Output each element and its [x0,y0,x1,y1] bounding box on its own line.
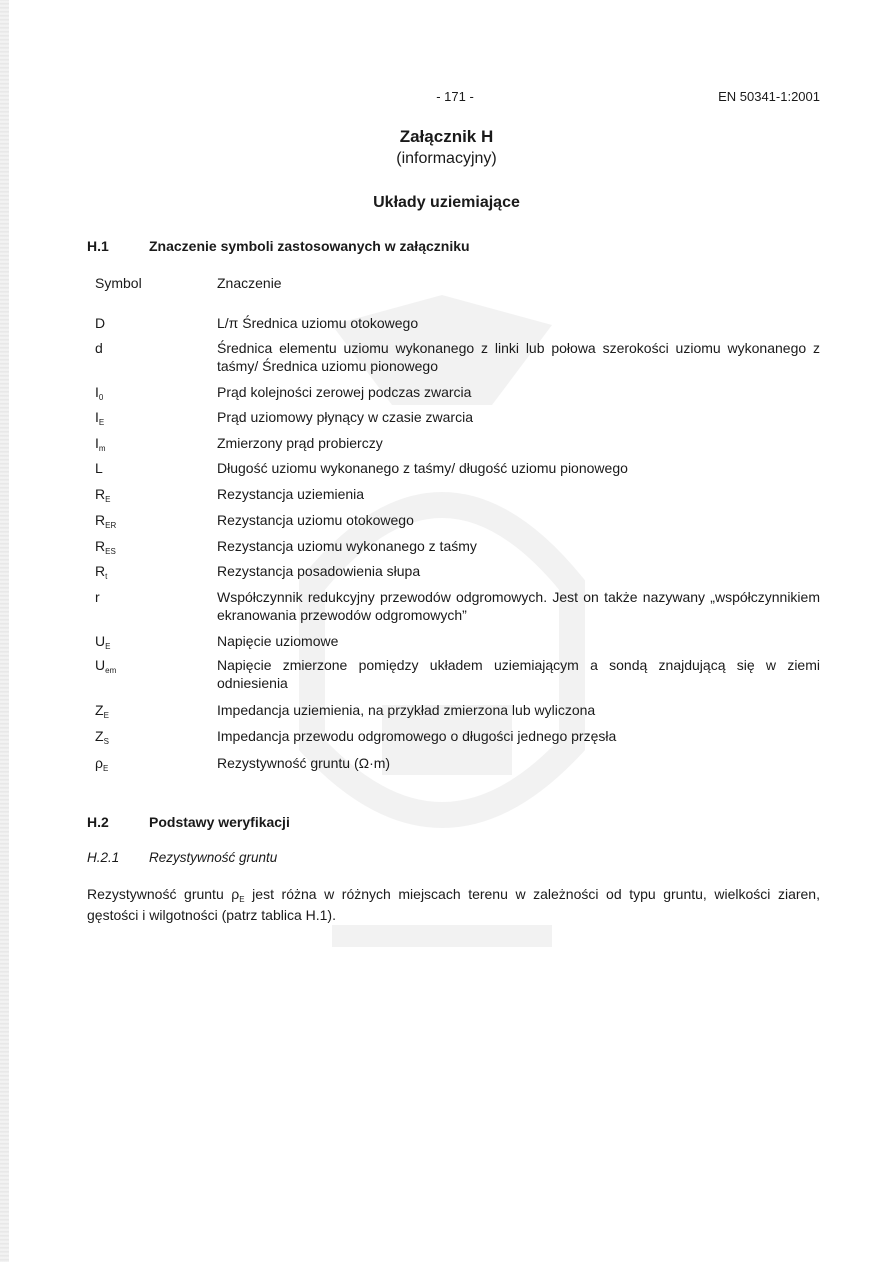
subsection-h21-heading [87,850,277,865]
meaning-cell: Rezystancja uziomu otokowego [217,512,414,528]
symbol-cell: $\rho_E$ [95,755,109,773]
main-title: Układy uziemiające [373,194,520,211]
section-number: H.1 [87,238,109,254]
page-number: - 171 - [436,89,474,104]
meaning-cell: Napięcie uziomowe [217,633,339,649]
symbol-cell: $U_E$ [95,633,111,651]
symbol-cell: $I_E$ [95,409,105,427]
meaning-cell: Średnica elementu uziomu wykonanego z linki lub połowa szerokości uziomu wykonanego z taśmy/ Średnica uziomu pionowego [217,340,820,374]
symbol-cell: $R_{ES}$ [95,538,116,556]
scan-edge [0,0,9,1262]
meaning-cell: Impedancja przewodu odgromowego o długości jednego przęsła [217,728,617,744]
symbol-cell: D [95,315,106,331]
section-title: Podstawy weryfikacji [149,814,290,830]
meaning-cell: Rezystancja uziemienia [217,486,365,502]
meaning-cell: Napięcie zmierzone pomiędzy układem uziemiającym a sondą znajdującą się w ziemi odniesienia [217,657,820,691]
meaning-cell: Impedancja uziemienia, na przykład zmierzona lub wyliczona [217,702,596,718]
meaning-cell: Rezystancja posadowienia słupa [217,563,421,579]
symbol-cell: d [95,340,103,356]
meaning-cell: Zmierzony prąd probierczy [217,435,383,451]
meaning-cell: Prąd kolejności zerowej podczas zwarcia [217,384,472,400]
meaning-column-header: Znaczenie [217,275,282,291]
section-h2-heading [87,814,290,830]
meaning-cell: L/π Średnica uziomu otokowego [217,315,419,331]
meaning-cell: Rezystywność gruntu (Ω·m) [217,755,391,771]
meaning-cell: Współczynnik redukcyjny przewodów odgromowych. Jest on także nazywany „współczynnikiem ekranowania przewodów odgromowych” [217,589,820,623]
annex-title: Załącznik H [399,127,494,146]
section-title: Znaczenie symboli zastosowanych w załączniku [149,238,470,254]
section-number: H.2 [87,814,109,830]
meaning-cell: Prąd uziomowy płynący w czasie zwarcia [217,409,473,425]
symbol-cell: L [95,460,103,476]
section-h1-heading [87,238,470,254]
subsection-title: Rezystywność gruntu [149,850,278,865]
subsection-number: H.2.1 [87,850,120,865]
symbol-cell: $I_0$ [95,384,104,402]
symbol-cell: $R_E$ [95,486,111,504]
symbol-cell: $Z_E$ [95,702,109,720]
symbol-cell: $R_t$ [95,563,108,581]
symbol-cell: $I_m$ [95,435,106,453]
symbol-cell: r [95,589,100,605]
symbol-cell: $U_{em}$ [95,657,117,675]
annex-subtitle: (informacyjny) [396,150,497,167]
meaning-cell: Długość uziomu wykonanego z taśmy/ długość uziomu pionowego [217,460,628,476]
symbol-cell: $Z_S$ [95,728,109,746]
symbol-cell: $R_{ER}$ [95,512,117,530]
standard-identifier: EN 50341-1:2001 [718,89,820,104]
symbol-column-header: Symbol [95,275,142,291]
meaning-cell: Rezystancja uziomu wykonanego z taśmy [217,538,477,554]
body-paragraph: Rezystywność gruntu $\rho_E$ jest różna w różnych miejscach terenu w zależności od typu gruntu, wielkości ziaren, gęstości i wilgotności (patrz tablica H.1). [87,886,820,923]
